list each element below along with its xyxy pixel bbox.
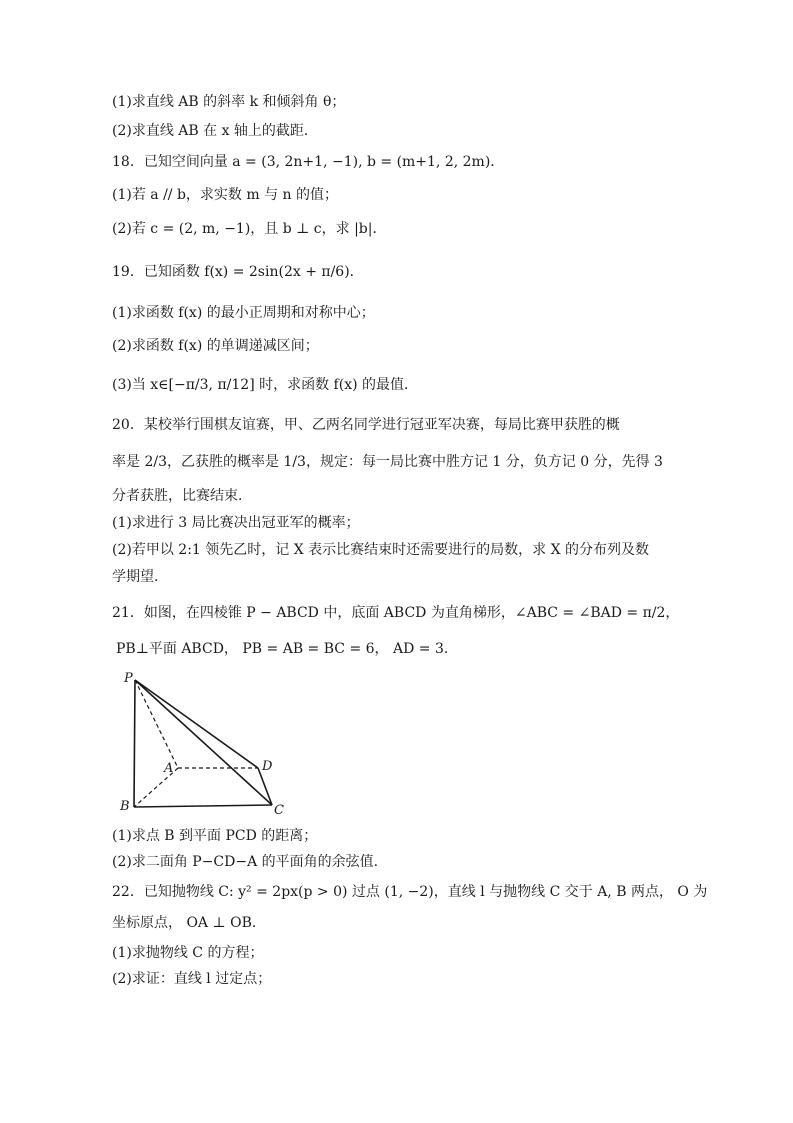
q20-stem-line3: 分者获胜，比赛结束． bbox=[112, 488, 252, 504]
edge-PC bbox=[135, 680, 272, 805]
edge-BC bbox=[134, 805, 272, 807]
q18-stem: 18．已知空间向量 a = (3, 2n+1, −1), b = (m+1, 2, 2m)． bbox=[112, 154, 505, 170]
q19-part1: (1)求函数 f(x) 的最小正周期和对称中心； bbox=[112, 305, 375, 321]
q21-part2: (2)求二面角 P−CD−A 的平面角的余弦值. bbox=[112, 854, 379, 870]
q19-part3: (3)当 x∈[−π/3, π/12] 时，求函数 f(x) 的最值． bbox=[112, 377, 419, 393]
q20-stem-line2: 率是 2/3，乙获胜的概率是 1/3，规定：每一局比赛中胜方记 1 分，负方记 0 分，先得 3 bbox=[112, 454, 663, 470]
q21-part1: (1)求点 B 到平面 PCD 的距离； bbox=[112, 828, 318, 844]
label-P: P bbox=[124, 671, 133, 686]
edge-PD bbox=[135, 680, 258, 768]
q20-part2-line1: (2)若甲以 2:1 领先乙时，记 X 表示比赛结束时还需要进行的局数，求 X 的分布列及数 bbox=[112, 542, 649, 558]
q17-part2: (2)求直线 AB 在 x 轴上的截距． bbox=[112, 123, 318, 139]
q19-stem: 19．已知函数 f(x) = 2sin(2x + π/6)． bbox=[112, 264, 364, 280]
edge-PA bbox=[135, 680, 178, 768]
q21-stem-line2: PB⊥平面 ABCD， PB = AB = BC = 6， AD = 3. bbox=[116, 641, 449, 657]
label-A: A bbox=[164, 761, 174, 776]
label-C: C bbox=[274, 803, 284, 816]
label-D: D bbox=[262, 759, 273, 774]
q18-part1: (1)若 a // b，求实数 m 与 n 的值； bbox=[112, 187, 339, 203]
q20-part2-line2: 学期望． bbox=[112, 569, 168, 585]
q21-stem-line1: 21．如图，在四棱锥 P − ABCD 中，底面 ABCD 为直角梯形，∠ABC = ∠BAD = π/2， bbox=[112, 605, 680, 621]
q22-part1: (1)求抛物线 C 的方程； bbox=[112, 945, 264, 961]
q20-part1: (1)求进行 3 局比赛决出冠亚军的概率； bbox=[112, 515, 360, 531]
q20-stem-line1: 20．某校举行围棋友谊赛，甲、乙两名同学进行冠亚军决赛，每局比赛甲获胜的概 bbox=[112, 417, 620, 433]
q18-part2: (2)若 c = (2, m, −1)，且 b ⊥ c，求 |b|． bbox=[112, 221, 387, 237]
q19-part2: (2)求函数 f(x) 的单调递减区间； bbox=[112, 338, 319, 354]
q22-stem-line1: 22．已知抛物线 C: y² = 2px(p > 0) 过点 (1, −2)，直线 l 与抛物线 C 交于 A, B 两点， O 为 bbox=[112, 884, 708, 900]
q22-stem-line2: 坐标原点， OA ⊥ OB． bbox=[112, 915, 266, 931]
pyramid-figure bbox=[112, 664, 302, 816]
q22-part2: (2)求证：直线 l 过定点； bbox=[112, 971, 272, 987]
q17-part1: (1)求直线 AB 的斜率 k 和倾斜角 θ； bbox=[112, 94, 346, 110]
edge-PB bbox=[134, 680, 135, 807]
label-B: B bbox=[120, 799, 130, 814]
